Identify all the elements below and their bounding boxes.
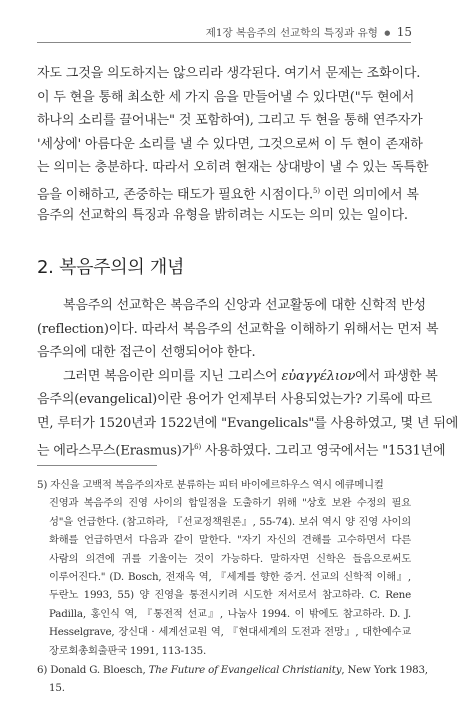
- text-line: 음을 이해하고, 존중하는 태도가 필요한 시점이다.$^{5)}$ 이런 의미에서 복: [37, 186, 419, 203]
- paragraph-2: [37, 294, 439, 365]
- text-line: 는 에라스무스(Erasmus)가$^{6)}$ 사용하였다. 그리고 영국에서는 "1531년에: [37, 442, 446, 458]
- header-rule: [37, 42, 411, 43]
- text-line: 음주의 선교학의 특징과 유형을 밝히려는 시도는 의미 있는 일이다.: [37, 207, 408, 223]
- paragraph-3: [37, 365, 459, 459]
- book-title: The Future of Evangelical Christianity: [148, 663, 342, 676]
- footnote-6-line: 6) Donald G. Bloesch, The Future of Evangelical Christianity, New York 1983,: [37, 663, 428, 676]
- section-heading: 2. 복음주의의 개념: [37, 257, 185, 278]
- footnote-ref-5[interactable]: 5): [313, 186, 320, 195]
- footnote-5-line: 이루어진다." (D. Bosch, 전재옥 역, 『세계를 향한 증거. 선교의 신학적 이해』,: [49, 570, 411, 583]
- greek-word: εὐαγγέλιον: [281, 368, 356, 384]
- text-line: 그러면 복음이란 의미를 지닌 그리스어 εὐαγγέλιον에서 파생한 복: [63, 368, 438, 384]
- footnote-5-line: Hesselgrave, 장신대 · 세계선교원 역, 『현대세계의 도전과 전망』, 대한예수교: [49, 626, 411, 639]
- footnote-5-line: 장로회총회출판국 1991, 113-135.: [49, 644, 207, 657]
- footnotes: [37, 476, 428, 698]
- footnote-6-line: 15.: [49, 682, 65, 695]
- text-line: (reflection)이다. 따라서 복음주의 선교학을 이해하기 위해서는 먼저 복: [37, 321, 439, 337]
- text-line: 복음주의 선교학은 복음주의 신앙과 선교활동에 대한 신학적 반성: [63, 298, 426, 313]
- page-number: 15: [396, 25, 412, 39]
- text-line: '세상에' 아름다운 소리를 낼 수 있다면, 그것으로써 이 두 현이 존재하: [37, 136, 423, 152]
- footnote-5-line: 두란노 1993, 55) 양 진영을 통전시키려 시도한 저서로서 참고하라. C. Rene: [49, 589, 411, 602]
- running-header: [206, 25, 412, 40]
- footnote-5-line: 사람의 의견에 귀를 기울이는 것이 가능하다. 말하자면 신학은 들음으로써도: [49, 552, 411, 565]
- text-line: 하나의 소리를 끌어내는" 것 포함하여), 그리고 두 현을 통해 연주자가: [37, 113, 423, 129]
- text-line: 면, 루터가 1520년과 1522년에 "Evangelicals"를 사용하였고, 몇 년 뒤에: [37, 415, 459, 431]
- text-line: 음주의(evangelical)이란 용어가 언제부터 사용되었는가? 기록에 따르: [37, 392, 432, 408]
- footnote-5-line: 화해를 언급하면서 다음과 같이 말한다. "자기 자신의 견해를 고수하면서 다른: [49, 534, 411, 547]
- footnote-5-line: 5) 자신을 고백적 복음주의자로 분류하는 피터 바이에르하우스 역시 에큐메니컬: [37, 479, 384, 491]
- paragraph-1: [37, 62, 429, 227]
- footnote-5-line: 성"을 언급한다. (참고하라, 『선교정책원론』, 55-74). 보쉬 역시 양 진영 사이의: [49, 515, 411, 528]
- chapter-title: 제1장 복음주의 선교학의 특징과 유형: [205, 27, 378, 39]
- footnote-5-line: 진영과 복음주의 진영 사이의 합일점을 도출하기 위해 "상호 보완 수정의 필요: [49, 497, 411, 510]
- text-line: 는 의미는 충분하다. 따라서 오히려 현재는 상대방이 낼 수 있는 독특한: [37, 160, 429, 176]
- text-line: 음주의에 대한 접근이 선행되어야 한다.: [37, 345, 256, 361]
- text-line: 이 두 현을 통해 최소한 세 가지 음을 만들어낼 수 있다면("두 현에서: [37, 89, 415, 105]
- footnote-5-line: Padilla, 홍인식 역, 『통전적 선교』, 나눔사 1994. 이 밖에도 참고하라. D. J.: [49, 607, 411, 620]
- text-line: 자도 그것을 의도하지는 않으리라 생각된다. 여기서 문제는 조화이다.: [37, 66, 421, 81]
- footnote-rule: [37, 465, 157, 466]
- bullet-icon: ●: [384, 29, 391, 37]
- footnote-ref-6[interactable]: 6): [194, 442, 202, 451]
